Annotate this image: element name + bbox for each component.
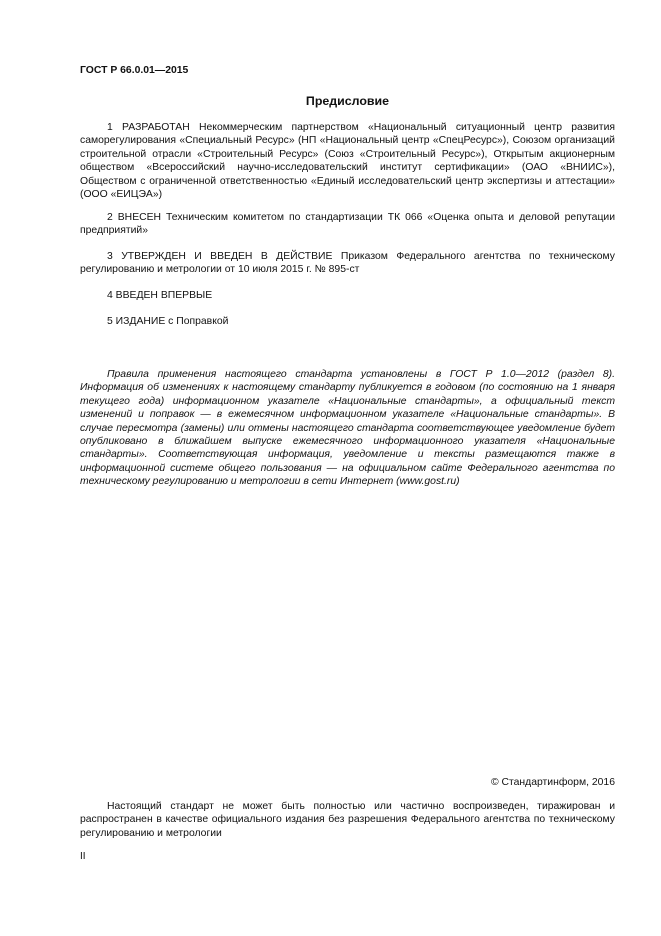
preface-title: Предисловие xyxy=(305,94,390,108)
preface-item-4: 4 ВВЕДЕН ВПЕРВЫЕ xyxy=(107,290,213,301)
document-code: ГОСТ Р 66.0.01—2015 xyxy=(80,65,189,76)
copyright: © Стандартинформ, 2016 xyxy=(490,777,615,788)
preface-item-5: 5 ИЗДАНИЕ с Поправкой xyxy=(107,316,229,327)
standard-notice: Правила применения настоящего стандарта установлены в ГОСТ Р 1.0—2012 (раздел 8). Информация об изменениях к настоящему стандарту публикуется в годовом (по состоянию на 1 января текущего года) информационном указателе «Национальные стандарты», а официальный текст изменений и поправок — в ежемесячном информационном указателе «Национальные стандарты». В случае пересмотра (замены) или отмены настоящего стандарта соответствующее уведомление будет опубликовано в ближайшем выпуске ежемесячного информационного указателя «Национальные стандарты». Соответствующая информация, уведомление и тексты размещаются также в информационной системе общего пользования — на официальном сайте Федерального агентства по техническому регулированию и метрологии в сети Интернет (www.gost.ru) xyxy=(80,369,615,488)
reproduction-notice: Настоящий стандарт не может быть полностью или частично воспроизведен, тиражирован и распространен в качестве официального издания без разрешения Федерального агентства по техническому регулированию и метрологии xyxy=(80,801,615,839)
preface-item-2: 2 ВНЕСЕН Техническим комитетом по стандартизации ТК 066 «Оценка опыта и деловой репутации предприятий» xyxy=(80,212,615,237)
page-number: II xyxy=(80,851,86,862)
preface-item-3: 3 УТВЕРЖДЕН И ВВЕДЕН В ДЕЙСТВИЕ Приказом Федерального агентства по техническому регулированию и метрологии от 10 июля 2015 г. № 895-ст xyxy=(80,251,615,276)
preface-item-1: 1 РАЗРАБОТАН Некоммерческим партнерством «Национальный ситуационный центр развития саморегулирования «Специальный Ресурс» (НП «Национальный центр «СпецРесурс»), Союзом организаций строительной отрасли «Строительный Ресурс» (Союз «Строительный Ресурс»), Открытым акционерным обществом «Всероссийский научно-исследовательский институт сертификации» (ОАО «ВНИИС»), Обществом с ограниченной ответственностью «Единый исследовательский центр экспертизы и аттестации» (ООО «ЕИЦЭА») xyxy=(80,122,615,201)
